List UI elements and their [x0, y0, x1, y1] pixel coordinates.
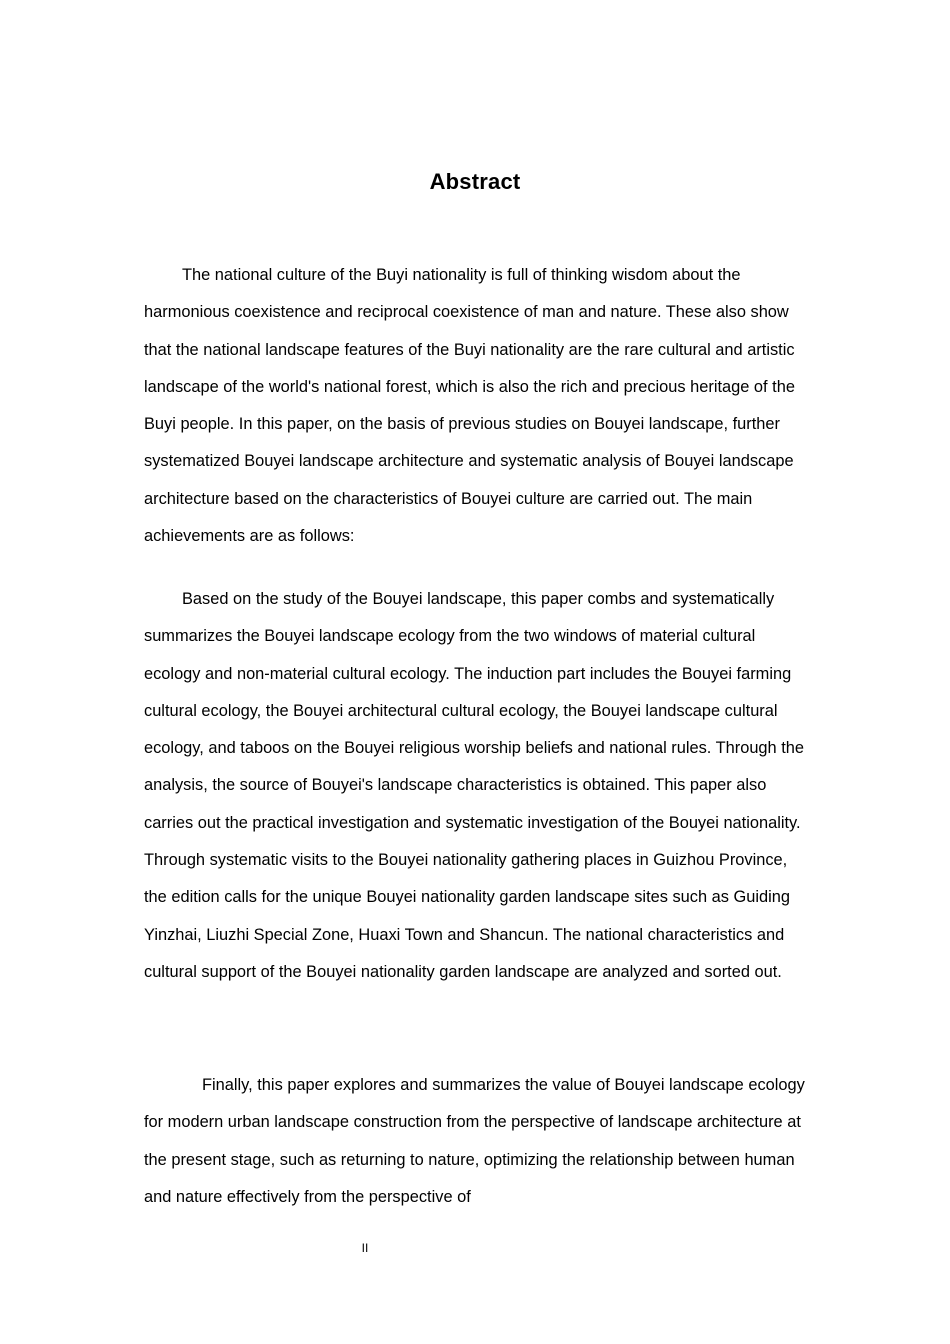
paragraph-3: Finally, this paper explores and summarizes the value of Bouyei landscape ecology for modern urban landscape construction from the perspective of landscape architecture at the present stage, such as returning to nature, optimizing the relationship between human and nature effectively from the perspective of — [144, 1076, 805, 1206]
paragraph-block-3 — [144, 1067, 808, 1216]
paragraph-2: Based on the study of the Bouyei landscape, this paper combs and systematically summarizes the Bouyei landscape ecology from the two windows of material cultural ecology and non-material cultural ecology. The induction part includes the Bouyei farming cultural ecology, the Bouyei architectural cultural ecology, the Bouyei landscape cultural ecology, and taboos on the Bouyei religious worship beliefs and national rules. Through the analysis, the source of Bouyei's landscape characteristics is obtained. This paper also carries out the practical investigation and systematic investigation of the Bouyei nationality. Through systematic visits to the Bouyei nationality gathering places in Guizhou Province, the edition calls for the unique Bouyei nationality garden landscape sites such as Guiding Yinzhai, Liuzhi Special Zone, Huaxi Town and Shancun. The national characteristics and cultural support of the Bouyei nationality garden landscape are analyzed and sorted out. — [144, 590, 805, 981]
paragraph-block-1 — [144, 257, 808, 555]
paragraph-block-2 — [144, 581, 808, 991]
page-number: II — [361, 1241, 369, 1255]
page-title: Abstract — [429, 168, 521, 194]
paragraph-1: The national culture of the Buyi nationality is full of thinking wisdom about the harmonious coexistence and reciprocal coexistence of man and nature. These also show that the national landscape features of the Buyi nationality are the rare cultural and artistic landscape of the world's national forest, which is also the rich and precious heritage of the Buyi people. In this paper, on the basis of previous studies on Bouyei landscape, further systematized Bouyei landscape architecture and systematic analysis of Bouyei landscape architecture based on the characteristics of Bouyei culture are carried out. The main achievements are as follows: — [144, 266, 795, 546]
